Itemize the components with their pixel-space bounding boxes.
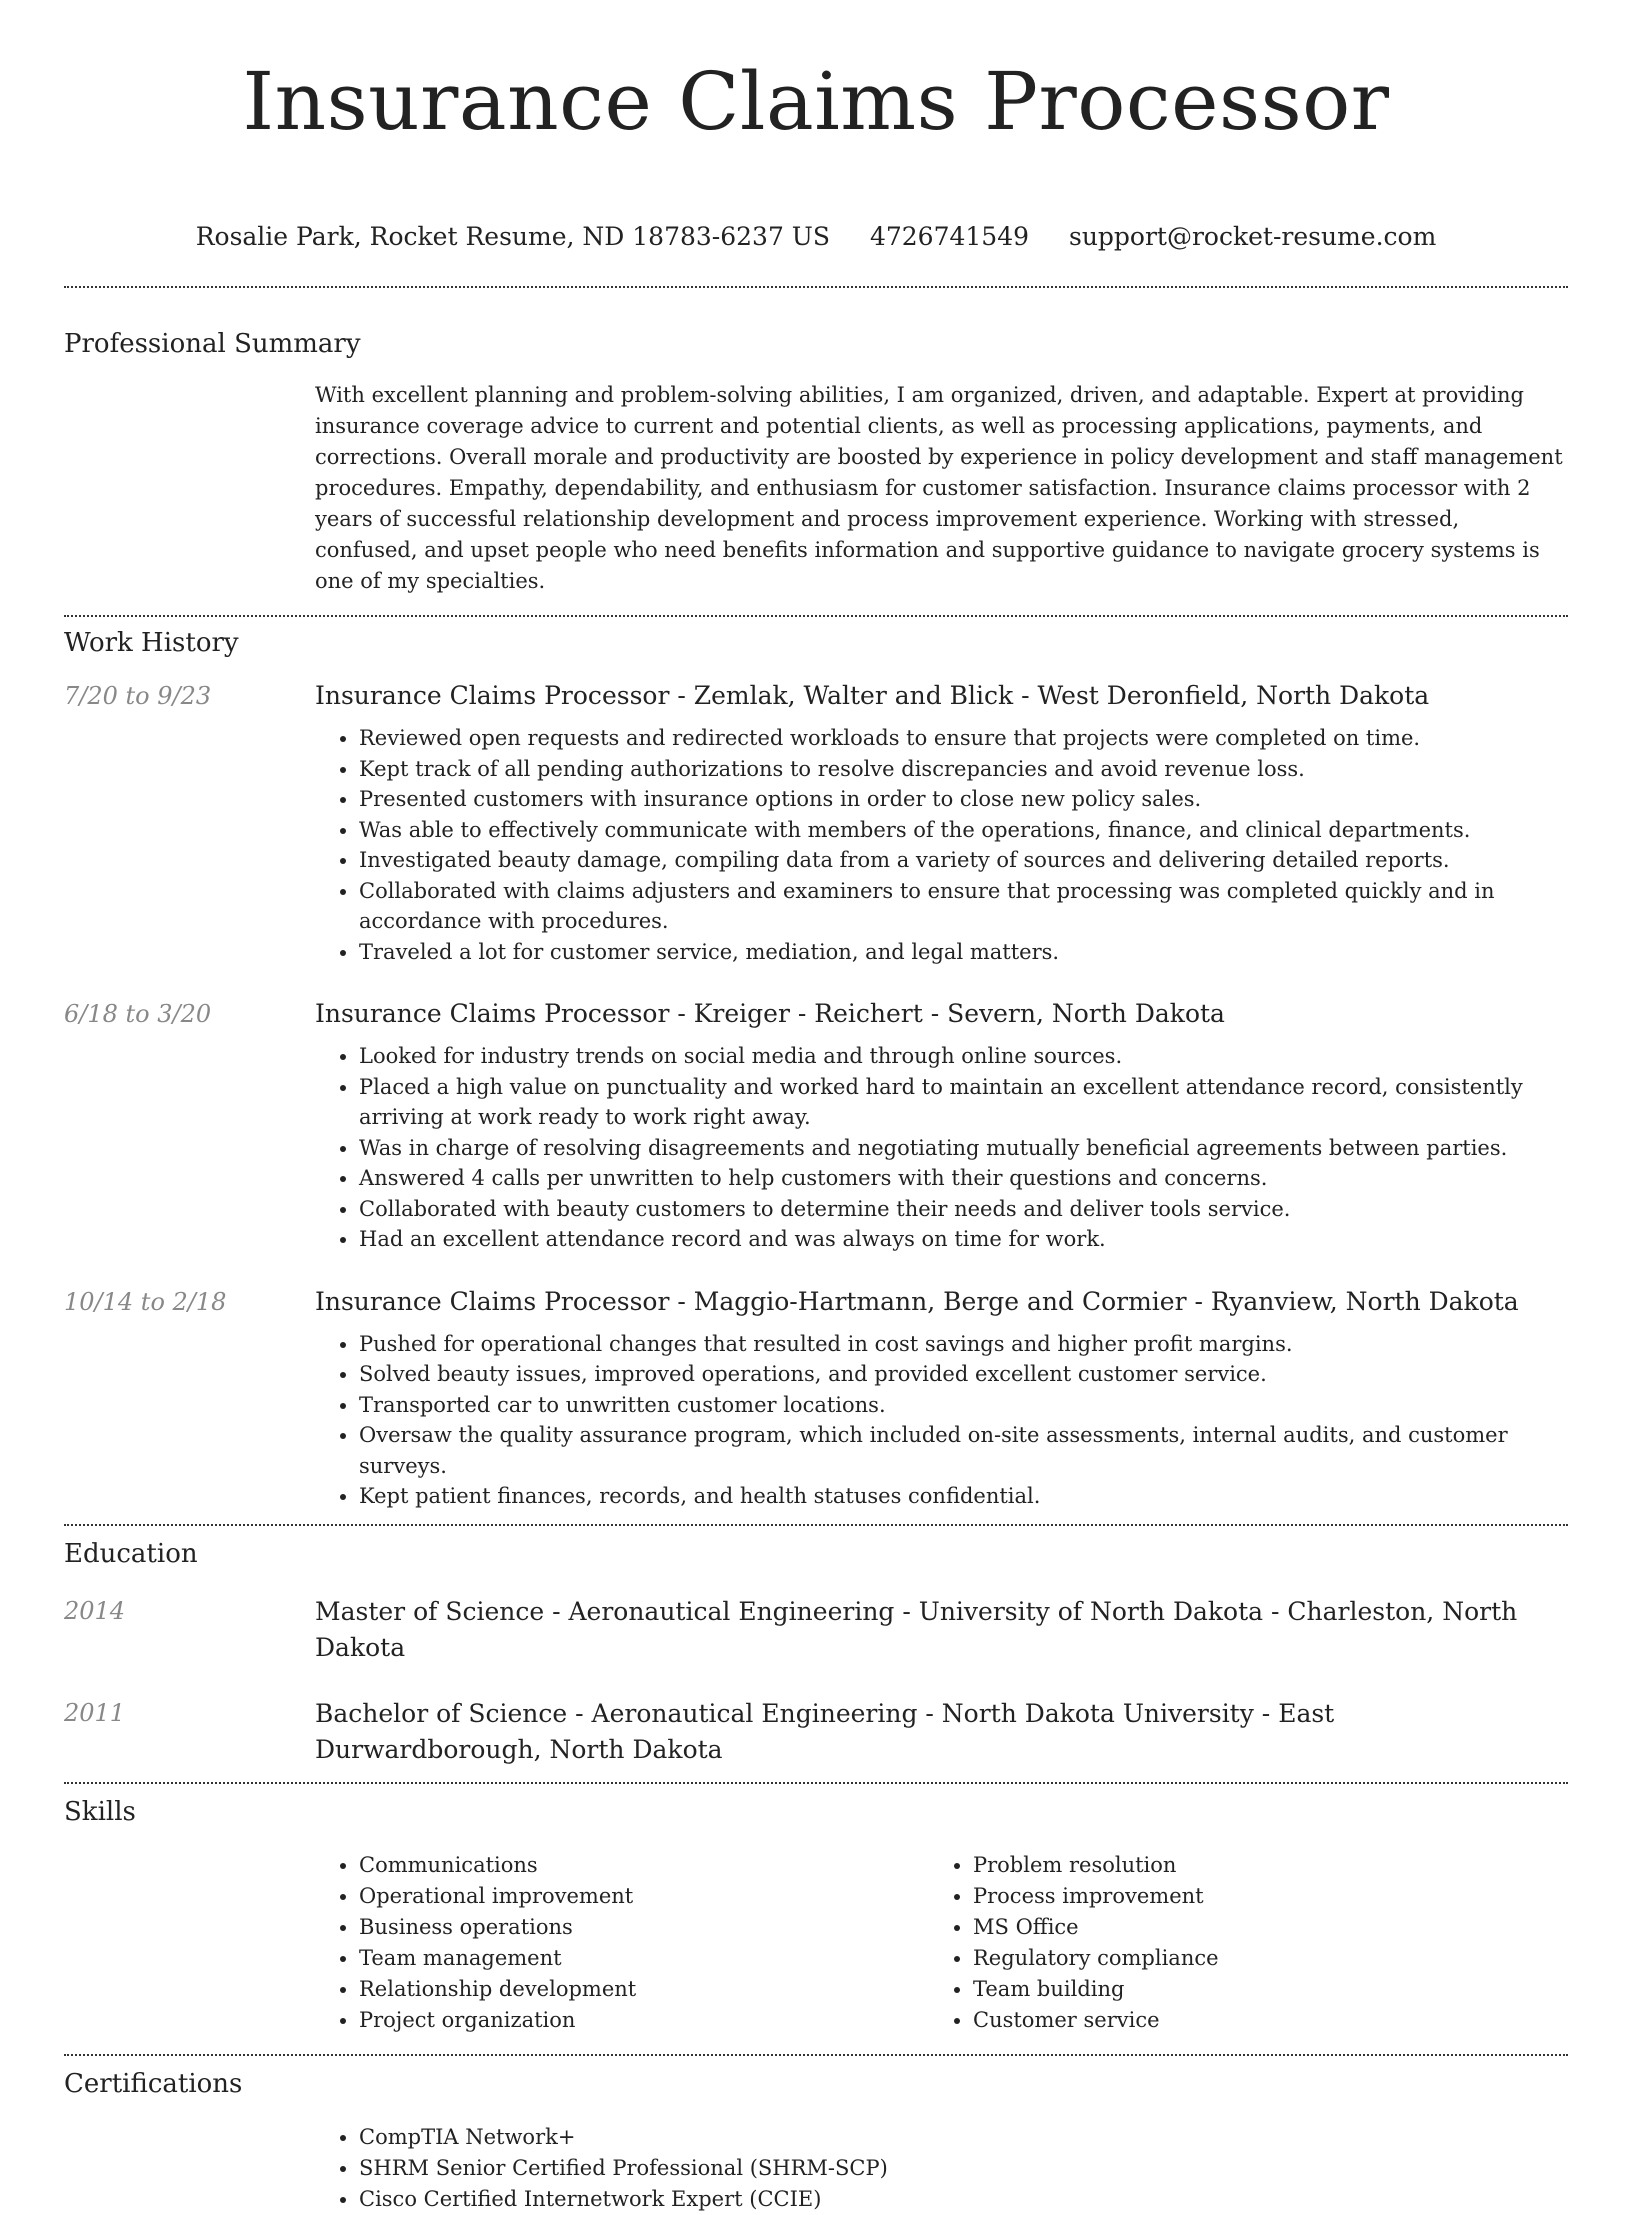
job-entry [64,997,1568,1255]
resume-title: Insurance Claims Processor [242,55,1390,148]
skill-item: • Team management [359,1943,929,1974]
summary-text: With excellent planning and problem-solving abilities, I am organized, driven, and adaptable. Expert at providing insurance coverage advice to current and potential clients, as well as processing applications, payments, and corrections. Overall morale and productivity are boosted by experience in policy development and staff management procedures. Empathy, dependability, and enthusiasm for customer satisfaction. Insurance claims processor with 2 years of successful relationship development and process improvement experience. Working with stressed, confused, and upset people who need benefits information and supportive guidance to navigate grocery systems is one of my specialties. [315,383,1563,593]
job-bullet: • Was able to effectively communicate with members of the operations, finance, and clinical departments. [359,815,1568,846]
certification-item: • Cisco Certified Internetwork Expert (CCIE) [359,2184,1632,2215]
job-date: 7/20 to 9/23 [64,682,212,710]
job-date: 10/14 to 2/18 [64,1287,227,1316]
job-bullet: • Collaborated with beauty customers to determine their needs and deliver tools service. [359,1194,1568,1225]
skill-item: • Business operations [359,1912,929,1943]
skill-item: • Team building [973,1974,1543,2005]
contact-email: support@rocket-resume.com [1068,222,1437,251]
certification-item: • CompTIA Network+ [359,2122,1632,2153]
contact-phone: 4726741549 [869,222,1030,251]
job-date: 6/18 to 3/20 [64,1000,212,1028]
skill-item: • Communications [359,1850,929,1881]
job-entry [64,679,1568,967]
job-bullet: • Investigated beauty damage, compiling data from a variety of sources and delivering detailed reports. [359,845,1568,876]
job-bullet: • Reviewed open requests and redirected workloads to ensure that projects were completed on time. [359,723,1568,754]
section-title-work: Work History [64,628,239,658]
job-title: Insurance Claims Processor - Zemlak, Walter and Blick - West Deronfield, North Dakota [315,681,1430,710]
job-bullets [315,723,1568,967]
education-date: 2014 [64,1596,126,1625]
job-bullet: • Looked for industry trends on social media and through online sources. [359,1041,1568,1072]
job-bullet: • Transported car to unwritten customer locations. [359,1390,1568,1421]
job-entry [64,1285,1568,1512]
job-bullets [315,1041,1568,1255]
contact-address: Rosalie Park, Rocket Resume, ND 18783-6237 US [195,222,831,251]
divider [64,1524,1568,1526]
job-bullet: • Traveled a lot for customer service, mediation, and legal matters. [359,937,1568,968]
skill-item: • Regulatory compliance [973,1943,1543,1974]
job-bullet: • Kept track of all pending authorizations to resolve discrepancies and avoid revenue loss. [359,754,1568,785]
divider [64,2054,1568,2056]
divider [64,615,1568,617]
job-bullet: • Answered 4 calls per unwritten to help customers with their questions and concerns. [359,1163,1568,1194]
job-bullet: • Pushed for operational changes that resulted in cost savings and higher profit margins. [359,1329,1568,1360]
divider [64,1782,1568,1784]
job-title: Insurance Claims Processor - Maggio-Hartmann, Berge and Cormier - Ryanview, North Dakota [315,1286,1519,1316]
job-bullet: • Had an excellent attendance record and was always on time for work. [359,1224,1568,1255]
section-title-skills: Skills [64,1796,136,1827]
education-entry [64,1696,1568,1768]
skills-column-left [315,1850,929,2036]
skill-item: • Project organization [359,2005,929,2036]
certifications-list [315,2122,1632,2215]
job-bullet: • Oversaw the quality assurance program, which included on-site assessments, internal audits, and customer surveys. [359,1420,1568,1481]
job-title: Insurance Claims Processor - Kreiger - Reichert - Severn, North Dakota [315,999,1225,1028]
work-history-list [0,679,1632,1512]
section-title-education: Education [64,1538,198,1569]
skill-item: • Operational improvement [359,1881,929,1912]
skill-item: • MS Office [973,1912,1543,1943]
skills-column-right [929,1850,1543,2036]
job-bullet: • Kept patient finances, records, and health statuses confidential. [359,1481,1568,1512]
job-bullets [315,1329,1568,1512]
education-title: Bachelor of Science - Aeronautical Engineering - North Dakota University - East Durwardborough, North Dakota [315,1698,1335,1764]
skill-item: • Process improvement [973,1881,1543,1912]
divider [64,286,1568,288]
skill-item: • Relationship development [359,1974,929,2005]
skill-item: • Problem resolution [973,1850,1543,1881]
job-bullet: • Placed a high value on punctuality and worked hard to maintain an excellent attendance record, consistently arriving at work ready to work right away. [359,1072,1568,1133]
job-bullet: • Presented customers with insurance options in order to close new policy sales. [359,784,1568,815]
job-bullet: • Was in charge of resolving disagreements and negotiating mutually beneficial agreements between parties. [359,1133,1568,1164]
education-title: Master of Science - Aeronautical Engineering - University of North Dakota - Charleston, North Dakota [315,1596,1518,1662]
job-bullet: • Collaborated with claims adjusters and examiners to ensure that processing was completed quickly and in accordance with procedures. [359,876,1568,937]
certification-item: • SHRM Senior Certified Professional (SHRM-SCP) [359,2153,1632,2184]
section-title-certifications: Certifications [64,2068,243,2099]
section-title-summary: Professional Summary [64,329,361,359]
skills-list [315,1850,1568,2036]
skill-item: • Customer service [973,2005,1543,2036]
education-entry [64,1594,1568,1666]
contact-line [0,222,1632,252]
education-date: 2011 [64,1698,126,1727]
job-bullet: • Solved beauty issues, improved operations, and provided excellent customer service. [359,1359,1568,1390]
